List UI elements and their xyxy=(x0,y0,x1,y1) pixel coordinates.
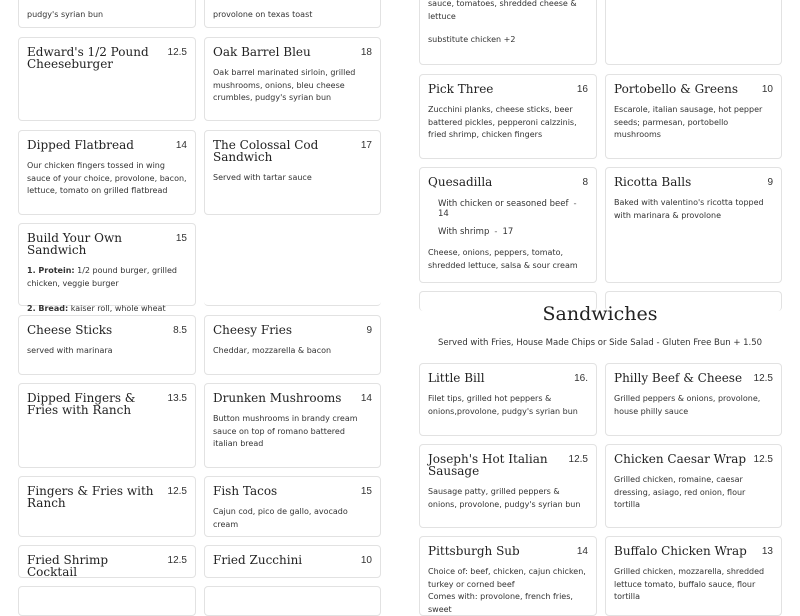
item-price: 15 xyxy=(175,233,187,244)
menu-card-drunken-mushrooms[interactable] xyxy=(204,383,381,468)
item-name: Quesadilla xyxy=(428,175,493,189)
option-price: 17 xyxy=(502,227,514,237)
item-price: 8.5 xyxy=(173,325,187,336)
item-name: The Colossal Cod Sandwich xyxy=(213,138,319,164)
section-subtitle: Served with Fries, House Made Chips or Side Salad - Gluten Free Bun + 1.50 xyxy=(437,338,763,348)
menu-card-buffalo-chicken-wrap[interactable] xyxy=(605,536,782,616)
item-price: 17 xyxy=(360,140,372,151)
item-name: Fingers & Fries with Ranch xyxy=(27,484,154,510)
item-name: Pick Three xyxy=(428,82,494,96)
item-price: 14 xyxy=(175,140,187,151)
item-desc-line: Comes with: provolone, french fries, sweet xyxy=(428,592,573,614)
item-desc-line: Choice of: beef, chicken, cajun chicken, turkey or corned beef xyxy=(428,567,586,589)
item-desc xyxy=(428,566,588,616)
item-name: Cheese Sticks xyxy=(27,323,113,337)
item-desc: Oak barrel marinated sirloin, grilled mushrooms, onions, bleu cheese crumbles, pudgy's syrian bun xyxy=(213,68,356,102)
section-title: Sandwiches xyxy=(542,303,658,325)
item-price: 14 xyxy=(576,546,588,557)
item-price: 13 xyxy=(761,546,773,557)
step1-label: 1. Protein: xyxy=(27,266,75,275)
item-extra: substitute chicken +2 xyxy=(428,35,516,44)
item-price: 18 xyxy=(360,47,372,58)
option-row[interactable] xyxy=(438,227,588,237)
item-desc: Cheddar, mozzarella & bacon xyxy=(213,346,332,355)
menu-card-quesadilla[interactable] xyxy=(419,167,597,283)
item-price: 12.5 xyxy=(753,373,773,384)
item-name: Fried Zucchini xyxy=(213,553,303,567)
item-price: 9 xyxy=(366,325,372,336)
menu-card-philly-beef[interactable] xyxy=(605,363,782,436)
menu-card-partial xyxy=(204,586,381,616)
item-price: 14 xyxy=(360,393,372,404)
item-name: Chicken Caesar Wrap xyxy=(614,452,747,466)
item-name: Edward's 1/2 Pound Cheeseburger xyxy=(27,45,149,71)
item-desc: Grilled chicken, mozzarella, shredded lettuce tomato, buffalo sauce, flour tortilla xyxy=(614,567,765,601)
menu-card-ricotta-balls[interactable] xyxy=(605,167,782,283)
item-name: Portobello & Greens xyxy=(614,82,739,96)
item-name: Joseph's Hot Italian Sausage xyxy=(428,452,548,478)
item-name: Buffalo Chicken Wrap xyxy=(614,544,747,558)
item-desc: Cheese, onions, peppers, tomato, shredded lettuce, salsa & sour cream xyxy=(428,248,578,270)
menu-card-cheesy-fries[interactable] xyxy=(204,315,381,375)
menu-card-colossal-cod[interactable] xyxy=(204,130,381,215)
menu-card-edwards-cheeseburger[interactable] xyxy=(18,37,196,121)
item-desc: Our chicken fingers tossed in wing sauce of your choice, provolone, bacon, lettuce, tomato on grilled flatbread xyxy=(27,161,187,195)
item-name: Cheesy Fries xyxy=(213,323,293,337)
option-separator: - xyxy=(573,199,577,209)
item-price: 13.5 xyxy=(167,393,187,404)
menu-card-josephs-sausage[interactable] xyxy=(419,444,597,528)
item-price: 12.5 xyxy=(568,454,588,465)
item-price: 16 xyxy=(576,84,588,95)
option-row[interactable] xyxy=(438,199,588,219)
option-label: With shrimp xyxy=(438,227,490,237)
item-price: 10 xyxy=(761,84,773,95)
item-name: Dipped Fingers & Fries with Ranch xyxy=(27,391,136,417)
menu-card-fried-zucchini[interactable] xyxy=(204,545,381,578)
step1-text: 1/2 pound burger, grilled chicken, veggie burger xyxy=(27,266,177,288)
item-desc: Filet tips, grilled hot peppers & onions,provolone, pudgy's syrian bun xyxy=(428,394,578,416)
menu-card-fish-tacos[interactable] xyxy=(204,476,381,537)
item-name: Build Your Own Sandwich xyxy=(27,231,122,257)
menu-card-top-left-b xyxy=(204,0,381,28)
menu-card-fried-shrimp[interactable] xyxy=(18,545,196,578)
menu-card-top-right-a[interactable] xyxy=(419,0,597,65)
item-desc: provolone on texas toast xyxy=(213,10,313,19)
item-price: 9 xyxy=(767,177,773,188)
item-desc: Grilled chicken, romaine, caesar dressing, asiago, red onion, flour tortilla xyxy=(614,475,746,509)
item-price: 12.5 xyxy=(167,486,187,497)
item-name: Oak Barrel Bleu xyxy=(213,45,311,59)
item-price: 8 xyxy=(582,177,588,188)
item-desc: Zucchini planks, cheese sticks, beer battered pickles, pepperoni calzzinis, fried shrimp, chicken fingers xyxy=(428,105,577,139)
step2-text: kaiser roll, whole wheat xyxy=(70,303,166,313)
item-name: Ricotta Balls xyxy=(614,175,692,189)
menu-card-cheese-sticks[interactable] xyxy=(18,315,196,375)
item-desc: Escarole, italian sausage, hot pepper seeds; parmesan, portobello mushrooms xyxy=(614,105,763,139)
menu-card-build-your-own[interactable] xyxy=(18,223,196,313)
item-price: 15 xyxy=(360,486,372,497)
option-price: 14 xyxy=(438,209,449,219)
item-name: Fish Tacos xyxy=(213,484,278,498)
item-desc: Served with tartar sauce xyxy=(213,173,312,182)
item-desc: Cajun cod, pico de gallo, avocado cream xyxy=(213,507,348,529)
option-separator: - xyxy=(494,227,498,237)
item-desc: Sausage patty, grilled peppers & onions, provolone, pudgy's syrian bun xyxy=(428,487,581,509)
menu-card-partial xyxy=(18,586,196,616)
menu-card-top-right-b xyxy=(605,0,782,65)
option-label: With chicken or seasoned beef xyxy=(438,199,569,209)
item-name: Philly Beef & Cheese xyxy=(614,371,743,385)
menu-card-empty xyxy=(204,223,381,306)
item-price: 12.5 xyxy=(167,47,187,58)
item-desc: Baked with valentino's ricotta topped with marinara & provolone xyxy=(614,198,764,220)
item-name: Dipped Flatbread xyxy=(27,138,134,152)
menu-card-fingers-fries[interactable] xyxy=(18,476,196,537)
menu-card-little-bill[interactable] xyxy=(419,363,597,436)
menu-card-portobello-greens[interactable] xyxy=(605,74,782,159)
item-price: 12.5 xyxy=(753,454,773,465)
menu-card-pittsburgh-sub[interactable] xyxy=(419,536,597,616)
item-name: Little Bill xyxy=(428,371,485,385)
item-name: Drunken Mushrooms xyxy=(213,391,342,405)
menu-card-dipped-fingers[interactable] xyxy=(18,383,196,468)
item-price: 10 xyxy=(360,555,372,566)
item-desc: Grilled peppers & onions, provolone, house philly sauce xyxy=(614,394,761,416)
menu-card-oak-barrel-bleu[interactable] xyxy=(204,37,381,121)
step2-label: 2. Bread: xyxy=(27,303,69,313)
item-desc: served with marinara xyxy=(27,346,113,355)
menu-card-top-left-a xyxy=(18,0,196,28)
item-desc: Button mushrooms in brandy cream sauce on top of romano battered italian bread xyxy=(213,414,358,448)
menu-card-pick-three[interactable] xyxy=(419,74,597,159)
menu-card-chicken-caesar-wrap[interactable] xyxy=(605,444,782,528)
item-desc: sauce, tomatoes, shredded cheese & lettuce xyxy=(428,0,577,21)
item-name: Pittsburgh Sub xyxy=(428,544,520,558)
item-price: 12.5 xyxy=(167,555,187,566)
item-desc: pudgy's syrian bun xyxy=(27,10,104,19)
menu-card-dipped-flatbread[interactable] xyxy=(18,130,196,215)
item-price: 16. xyxy=(574,373,588,384)
item-name: Fried Shrimp Cocktail xyxy=(27,553,109,579)
